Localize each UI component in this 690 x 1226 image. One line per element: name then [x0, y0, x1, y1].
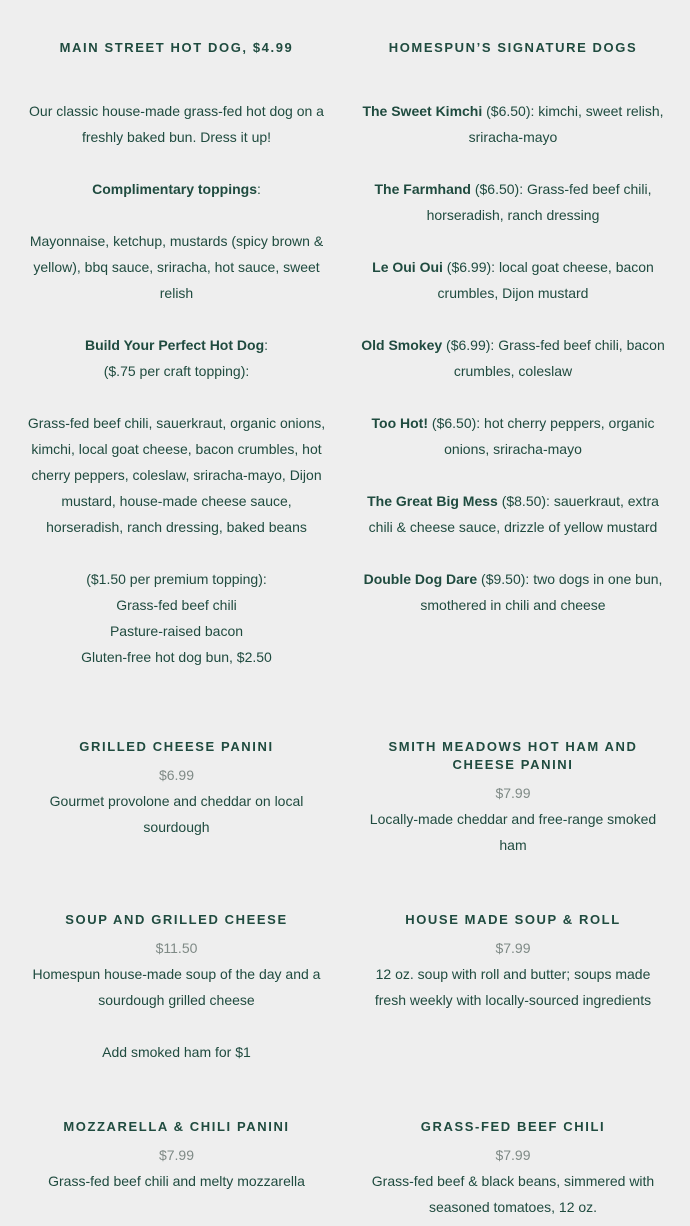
section-heading: MOZZARELLA & CHILI PANINI [63, 1119, 290, 1134]
item-description: Gourmet provolone and cheddar on local sourdough [49, 793, 304, 835]
item-price: $6.99 [158, 767, 195, 783]
item-description: Grass-fed beef & black beans, simmered with seasoned tomatoes, 12 oz. [371, 1173, 655, 1215]
dog-details: ($6.50): kimchi, sweet relish, sriracha-mayo [468, 103, 664, 145]
grilled-cheese-panini-section [24, 738, 329, 840]
dog-details: ($9.50): two dogs in one bun, smothered in chili and cheese [420, 571, 663, 613]
dog-name: The Great Big Mess [367, 493, 498, 509]
label-colon: : [264, 337, 269, 353]
soup-roll-section [360, 911, 666, 1013]
section-heading: HOMESPUN’S SIGNATURE DOGS [388, 40, 638, 55]
premium-topping-item: Gluten-free hot dog bun, $2.50 [81, 649, 272, 665]
craft-topping-price: ($.75 per craft topping): [103, 363, 250, 379]
signature-dog-item [360, 176, 666, 228]
section-heading: GRILLED CHEESE PANINI [79, 739, 274, 754]
complimentary-toppings-title: Complimentary toppings [92, 181, 257, 197]
dog-details: ($6.99): Grass-fed beef chili, bacon crumbles, coleslaw [442, 337, 665, 379]
item-description: Grass-fed beef chili and melty mozzarella [48, 1173, 305, 1189]
premium-topping-item: Grass-fed beef chili [116, 597, 237, 613]
item-price: $7.99 [495, 1147, 531, 1163]
signature-dog-item [360, 410, 666, 462]
section-heading: GRASS-FED BEEF CHILI [420, 1119, 606, 1134]
section-heading: SMITH MEADOWS HOT HAM AND CHEESE PANINI [388, 739, 638, 772]
item-price: $7.99 [158, 1147, 195, 1163]
label-colon: : [257, 181, 261, 197]
dog-details: ($8.50): sauerkraut, extra chili & cheese sauce, drizzle of yellow mustard [368, 493, 659, 535]
signature-dog-item [360, 254, 666, 306]
signature-dog-item [360, 566, 666, 618]
dog-name: Old Smokey [361, 337, 443, 353]
item-description: Homespun house-made soup of the day and a sourdough grilled cheese [32, 966, 321, 1008]
signature-dog-item [360, 98, 666, 150]
signature-dogs-section [360, 39, 666, 618]
ham-cheese-panini-section [360, 738, 666, 858]
item-price: $11.50 [155, 940, 198, 956]
build-hot-dog-title: Build Your Perfect Hot Dog [84, 337, 265, 353]
complimentary-toppings-label [24, 176, 329, 202]
item-description: Our classic house-made grass-fed hot dog on a freshly baked bun. Dress it up! [29, 103, 324, 145]
premium-topping-price: ($1.50 per premium topping): [86, 571, 267, 587]
section-heading: HOUSE MADE SOUP & ROLL [405, 912, 621, 927]
dog-details: ($6.50): hot cherry peppers, organic onions, sriracha-mayo [428, 415, 655, 457]
dog-name: Double Dog Dare [363, 571, 478, 587]
dog-details: ($6.99): local goat cheese, bacon crumbles, Dijon mustard [437, 259, 654, 301]
item-description: Locally-made cheddar and free-range smoked ham [369, 811, 657, 853]
signature-dog-item [360, 332, 666, 384]
dog-name: The Farmhand [374, 181, 471, 197]
beef-chili-section [360, 1118, 666, 1220]
complimentary-toppings-list: Mayonnaise, ketchup, mustards (spicy brown & yellow), bbq sauce, sriracha, hot sauce, sweet relish [29, 233, 324, 301]
premium-topping-item: Pasture-raised bacon [109, 623, 244, 639]
mozzarella-chili-panini-section [24, 1118, 329, 1194]
dog-details: ($6.50): Grass-fed beef chili, horseradish, ranch dressing [426, 181, 652, 223]
dog-name: The Sweet Kimchi [362, 103, 483, 119]
item-price: $7.99 [495, 785, 531, 801]
item-price: $7.99 [495, 940, 531, 956]
section-heading: SOUP AND GRILLED CHEESE [65, 912, 288, 927]
dog-name: Le Oui Oui [372, 259, 443, 275]
build-hot-dog-label [24, 332, 329, 358]
signature-dog-item [360, 488, 666, 540]
main-street-hot-dog-section [24, 39, 329, 670]
soup-grilled-cheese-section [24, 911, 329, 1065]
item-description: 12 oz. soup with roll and butter; soups made fresh weekly with locally-sourced ingredients [374, 966, 652, 1008]
craft-toppings-list: Grass-fed beef chili, sauerkraut, organic onions, kimchi, local goat cheese, bacon crumbles, hot cherry peppers, coleslaw, sriracha-mayo, Dijon mustard, house-made cheese sauce, horseradish, ranch dressing, baked beans [27, 415, 326, 535]
dog-name: Too Hot! [371, 415, 429, 431]
item-addon: Add smoked ham for $1 [102, 1044, 251, 1060]
section-heading: MAIN STREET HOT DOG, $4.99 [59, 40, 294, 55]
